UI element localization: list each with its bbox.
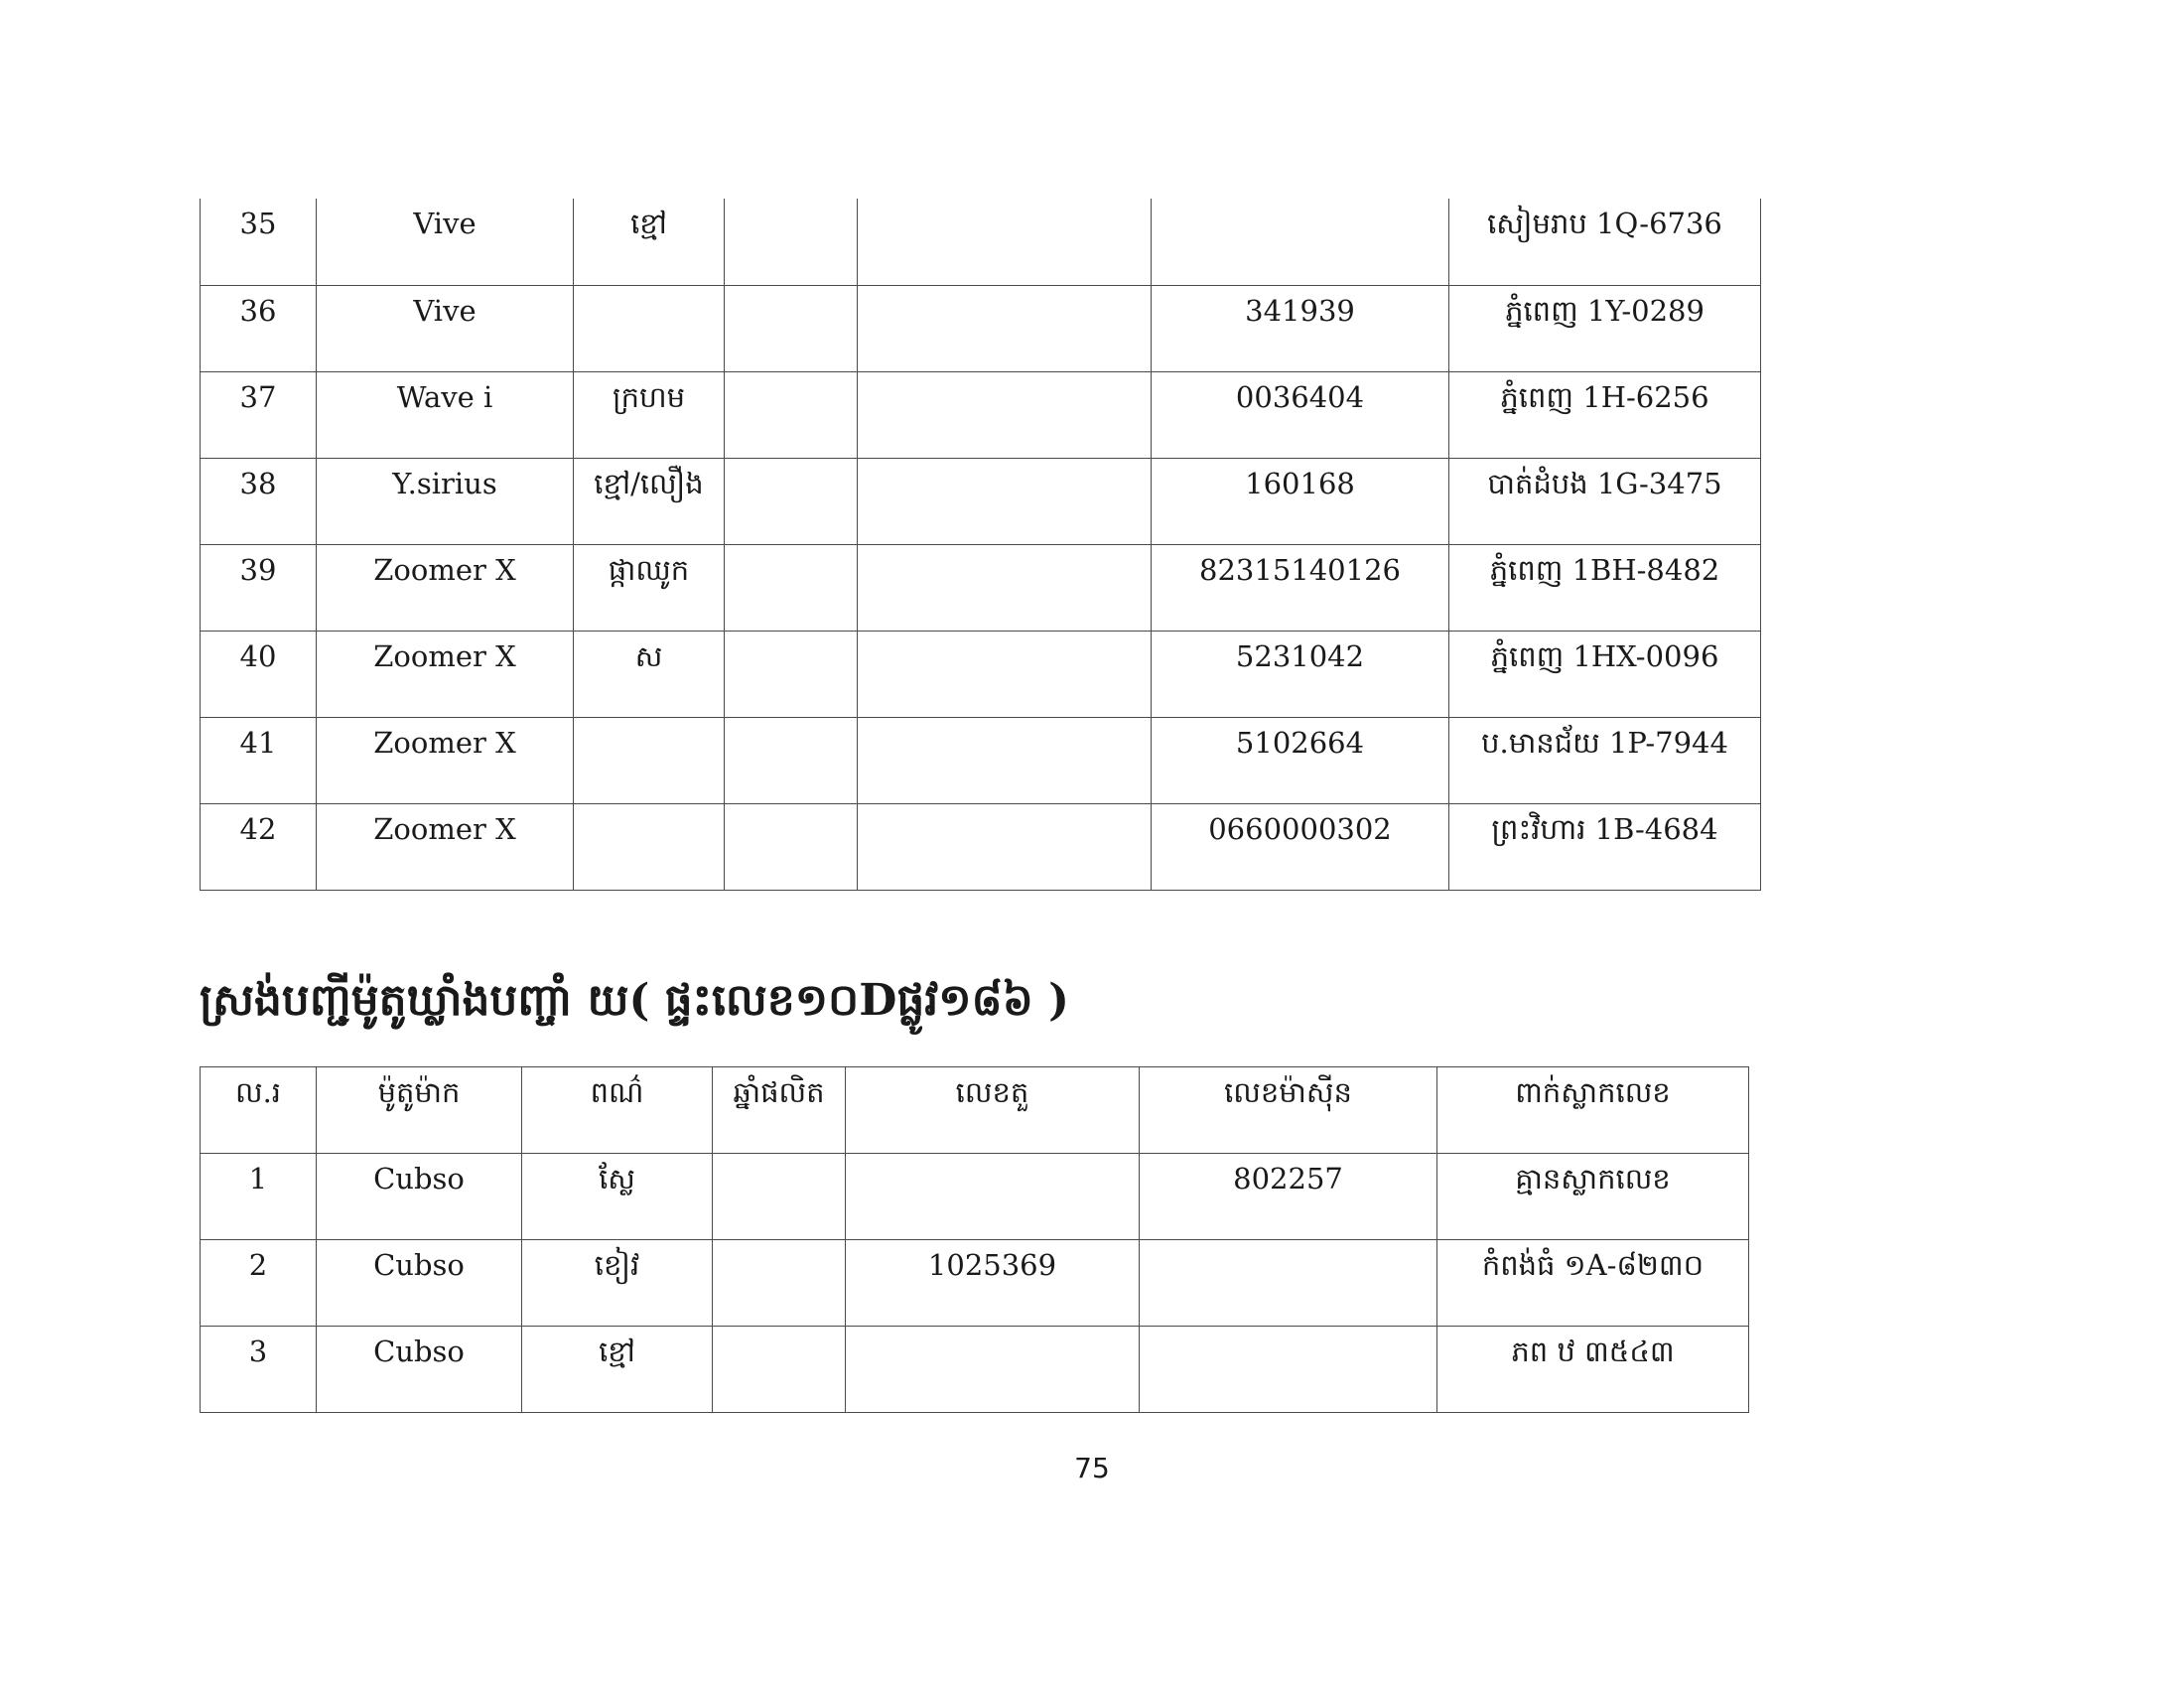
table-cell: 36 [201,285,317,371]
table-cell: Y.sirius [317,458,574,544]
table-cell: ក្រហម [574,371,725,458]
table-cell: Cubso [317,1240,522,1327]
table-row [201,631,1761,717]
table-header-row [201,1067,1749,1154]
table-cell: 802257 [1140,1154,1437,1240]
table-row [201,1327,1749,1413]
table-cell [713,1327,846,1413]
column-header: ពណ៌ [522,1067,713,1154]
table-row [201,803,1761,890]
table-row [201,285,1761,371]
table-cell: ភ្នំពេញ 1HX-0096 [1449,631,1761,717]
table-cell: ស្លែ [522,1154,713,1240]
table-cell: Wave i [317,371,574,458]
section-title-main: ស្រង់បញ្ជីម៉ូតូឃ្លាំងបញ្ចាំ យ [200,975,629,1026]
table-cell: Zoomer X [317,544,574,631]
table-cell [1140,1327,1437,1413]
table-cell [574,717,725,803]
table-cell [1152,199,1449,285]
table-cell: ខ្មៅ [522,1327,713,1413]
table-cell [858,199,1152,285]
table-row [201,1240,1749,1327]
table-cell: ព្រះវិហារ 1B-4684 [1449,803,1761,890]
table-cell [858,631,1152,717]
table-cell: Vive [317,199,574,285]
section-title-address: ( ផ្ទះលេខ១០Dផ្លូវ១៨៦ ) [628,975,1069,1026]
table-cell: Zoomer X [317,631,574,717]
table-cell: ភ្នំពេញ 1BH-8482 [1449,544,1761,631]
table-cell: 39 [201,544,317,631]
table-cell: ភ្នំពេញ 1H-6256 [1449,371,1761,458]
table-cell: 2 [201,1240,317,1327]
table-row [201,717,1761,803]
table-cell [858,285,1152,371]
table-cell: 42 [201,803,317,890]
table-cell: 0036404 [1152,371,1449,458]
table-cell [725,717,858,803]
table-cell [725,803,858,890]
table-cell: 38 [201,458,317,544]
table-cell: សៀមរាប 1Q-6736 [1449,199,1761,285]
table-cell: 5102664 [1152,717,1449,803]
table-cell: 1025369 [846,1240,1140,1327]
table-cell [725,371,858,458]
section-title [200,973,1069,1037]
table-cell: 35 [201,199,317,285]
table-cell [858,458,1152,544]
column-header: លេខម៉ាស៊ីន [1140,1067,1437,1154]
table-row [201,199,1761,285]
table-cell: ភ្នំពេញ 1Y-0289 [1449,285,1761,371]
table-cell: ខ្មៅ/លឿង [574,458,725,544]
table-row [201,371,1761,458]
table-cell: Vive [317,285,574,371]
table-cell: កំពង់ធំ ១A-៨២៣០ [1437,1240,1749,1327]
table-cell: ប.មានជ័យ 1P-7944 [1449,717,1761,803]
table-cell: គ្មានស្លាកលេខ [1437,1154,1749,1240]
motorcycle-table-warehouse [200,1066,1749,1413]
table-cell: 41 [201,717,317,803]
table-cell [713,1240,846,1327]
table-cell [725,199,858,285]
table-cell: 40 [201,631,317,717]
table-row [201,458,1761,544]
table-cell: Zoomer X [317,717,574,803]
table-body [201,199,1761,890]
table-cell: ខៀវ [522,1240,713,1327]
column-header: ល.រ [201,1067,317,1154]
table-cell: ខ្មៅ [574,199,725,285]
column-header: ម៉ូតូម៉ាក [317,1067,522,1154]
motorcycle-table-continued [200,199,1761,891]
table-cell: Cubso [317,1154,522,1240]
table-cell [574,285,725,371]
table-cell: 5231042 [1152,631,1449,717]
table-cell [846,1327,1140,1413]
table-cell: 160168 [1152,458,1449,544]
table-cell: 0660000302 [1152,803,1449,890]
table-cell: 1 [201,1154,317,1240]
column-header: ឆ្នាំផលិត [713,1067,846,1154]
table-cell: 341939 [1152,285,1449,371]
page-number: 75 [1074,1452,1110,1484]
column-header: លេខតួ [846,1067,1140,1154]
table-cell [725,544,858,631]
table-cell: 37 [201,371,317,458]
table-cell [846,1154,1140,1240]
table-cell: ភព ឋ ៣៥៤៣ [1437,1327,1749,1413]
table-cell [713,1154,846,1240]
table-cell [858,717,1152,803]
column-header: ពាក់ស្លាកលេខ [1437,1067,1749,1154]
table-cell [858,803,1152,890]
table-cell: ស [574,631,725,717]
table-cell: បាត់ដំបង 1G-3475 [1449,458,1761,544]
table-cell [1140,1240,1437,1327]
table-row [201,544,1761,631]
table-cell: 82315140126 [1152,544,1449,631]
table-body [201,1154,1749,1413]
table-cell: ផ្កាឈូក [574,544,725,631]
table-cell: Zoomer X [317,803,574,890]
table-cell [725,631,858,717]
table-cell [725,458,858,544]
table-cell: Cubso [317,1327,522,1413]
table-row [201,1154,1749,1240]
table-cell [858,544,1152,631]
table-cell [858,371,1152,458]
table-cell [725,285,858,371]
table-cell: 3 [201,1327,317,1413]
table-cell [574,803,725,890]
